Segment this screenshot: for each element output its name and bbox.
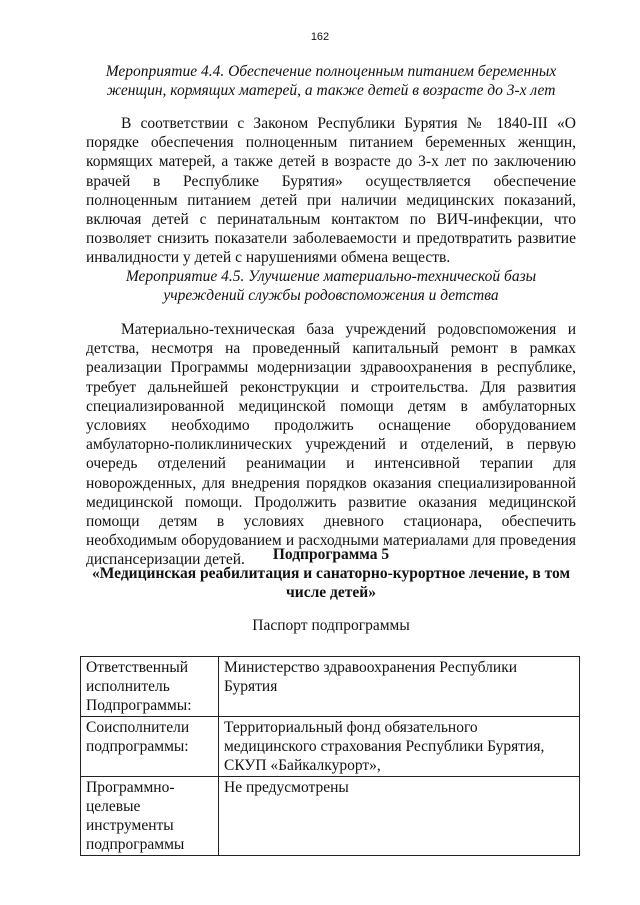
- table-row: [81, 777, 580, 856]
- table-row: [81, 657, 580, 717]
- measure-4-4-title: Мероприятие 4.4. Обеспечение полноценным питанием беременных женщин, кормящих матерей, а также детей в возрасте до 3-х лет: [105, 63, 557, 99]
- measure-4-5-text: Материально-техническая база учреждений родовспоможения и детства, несмотря на проведенный капитальный ремонт в рамках реализации Программы модернизации здравоохранения в республике, требует дальнейшей реконструкции и строительства. Для развития специализированной медицинской помощи детям в амбулаторных условиях необходимо продолжить оснащение оборудованием амбулаторно-поликлинических учреждений и отделений, в первую очередь отделений реанимации и интенсивной терапии для новорожденных, для внедрения порядков оказания специализированной медицинской помощи. Продолжить развитие оказания медицинской помощи детям в условиях дневного стационара, обеспечить необходимым оборудованием и расходными материалами для проведения диспансеризации детей.: [86, 321, 576, 569]
- passport-table: [80, 656, 580, 856]
- measure-4-4-text: В соответствии с Законом Республики Бурятия № 1840-III «О порядке обеспечения полноценным питанием беременных женщин, кормящих матерей, а также детей в возрасте до 3-х лет по заключению врачей в Республике Бурятия» осуществляется обеспечение полноценным питанием детей при наличии медицинских показаний, включая детей с перинатальным контактом по ВИЧ-инфекции, что позволяет снизить показатели заболеваемости и предотвратить развитие инвалидности у детей с нарушениями обмена веществ.: [86, 115, 576, 267]
- measure-4-4-paragraph: [86, 114, 576, 268]
- table-label-cell: Ответственный исполнитель Подпрограммы:: [81, 657, 219, 717]
- table-label-cell: Соисполнители подпрограммы:: [81, 717, 219, 777]
- page-number: 162: [310, 31, 330, 43]
- table-row: [81, 717, 580, 777]
- table-value-cell: Министерство здравоохранения Республики Бурятия: [219, 657, 580, 717]
- passport-title: Паспорт подпрограммы: [252, 617, 410, 634]
- subprogram-title-line2: «Медицинская реабилитация и санаторно-курортное лечение, в том числе детей»: [91, 565, 571, 601]
- subprogram-title: [86, 545, 576, 602]
- table-value-cell: Территориальный фонд обязательного медицинского страхования Республики Бурятия, СКУП «Байкалкурорт»,: [219, 717, 580, 777]
- measure-4-5-paragraph: [86, 320, 576, 570]
- table-label-cell: Программно-целевые инструменты подпрограммы: [81, 777, 219, 856]
- table-value-cell: Не предусмотрены: [219, 777, 580, 856]
- measure-4-5-title: Мероприятие 4.5. Улучшение материально-технической базы учреждений службы родовспоможения и детства: [125, 268, 537, 304]
- subprogram-title-line1: Подпрограмма 5: [272, 546, 390, 563]
